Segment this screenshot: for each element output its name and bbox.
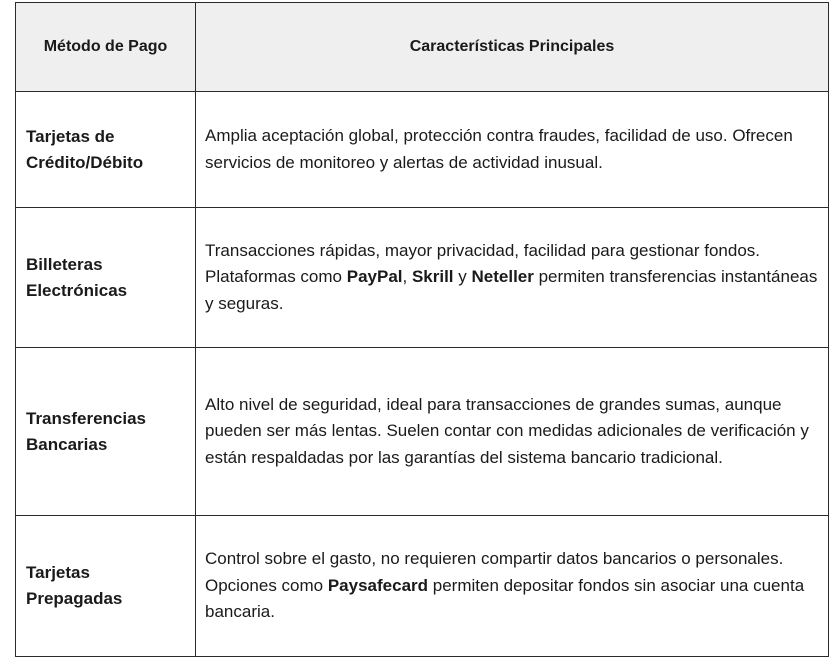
description-cell (196, 516, 829, 657)
method-cell (16, 208, 196, 348)
description-cell (196, 208, 829, 348)
table-row (16, 516, 829, 657)
method-name-line: Crédito/Débito (26, 152, 144, 172)
description-text: , (402, 267, 412, 287)
payment-methods-table (15, 2, 829, 657)
method-name-line: Bancarias (26, 434, 108, 454)
highlighted-brand: Skrill (411, 267, 454, 287)
description-text: Amplia aceptación global, protección contra fraudes, facilidad de uso. Ofrecen servicios de monitoreo y alertas de actividad inusual. (205, 126, 793, 172)
highlighted-brand: Paysafecard (327, 575, 429, 595)
description-text: permiten transferencias instantáneas y seguras. (205, 267, 818, 313)
header-payment-method: Método de Pago (16, 3, 196, 92)
description-text: Transacciones rápidas, mayor privacidad, facilidad para gestionar fondos. Plataformas como (205, 240, 760, 287)
method-cell (16, 92, 196, 208)
description-cell (196, 92, 829, 208)
description-cell (196, 348, 829, 516)
description-text: Alto nivel de seguridad, ideal para transacciones de grandes sumas, aunque pueden ser más lentas. Suelen contar con medidas adicionales de verificación y están respaldadas por las garantías del sistema bancario tradicional. (205, 394, 809, 467)
method-name-line: Transferencias (26, 408, 147, 428)
header-main-features: Características Principales (196, 3, 829, 92)
table-row (16, 348, 829, 516)
table-row (16, 92, 829, 208)
highlighted-brand: Neteller (471, 267, 534, 287)
method-cell (16, 348, 196, 516)
method-name-line: Electrónicas (26, 280, 128, 300)
table-header-row (16, 3, 829, 92)
description-text: permiten depositar fondos sin asociar una cuenta bancaria. (205, 575, 805, 622)
method-name-line: Tarjetas (26, 563, 90, 582)
description-text: y (453, 267, 472, 287)
table-row (16, 208, 829, 348)
method-name-line: Tarjetas de (26, 126, 115, 146)
method-name-line: Prepagadas (26, 589, 123, 608)
method-name-line: Billeteras (26, 254, 103, 274)
description-text: Control sobre el gasto, no requieren compartir datos bancarios o personales. Opciones como (205, 549, 784, 595)
highlighted-brand: PayPal (346, 267, 403, 287)
method-cell (16, 516, 196, 657)
